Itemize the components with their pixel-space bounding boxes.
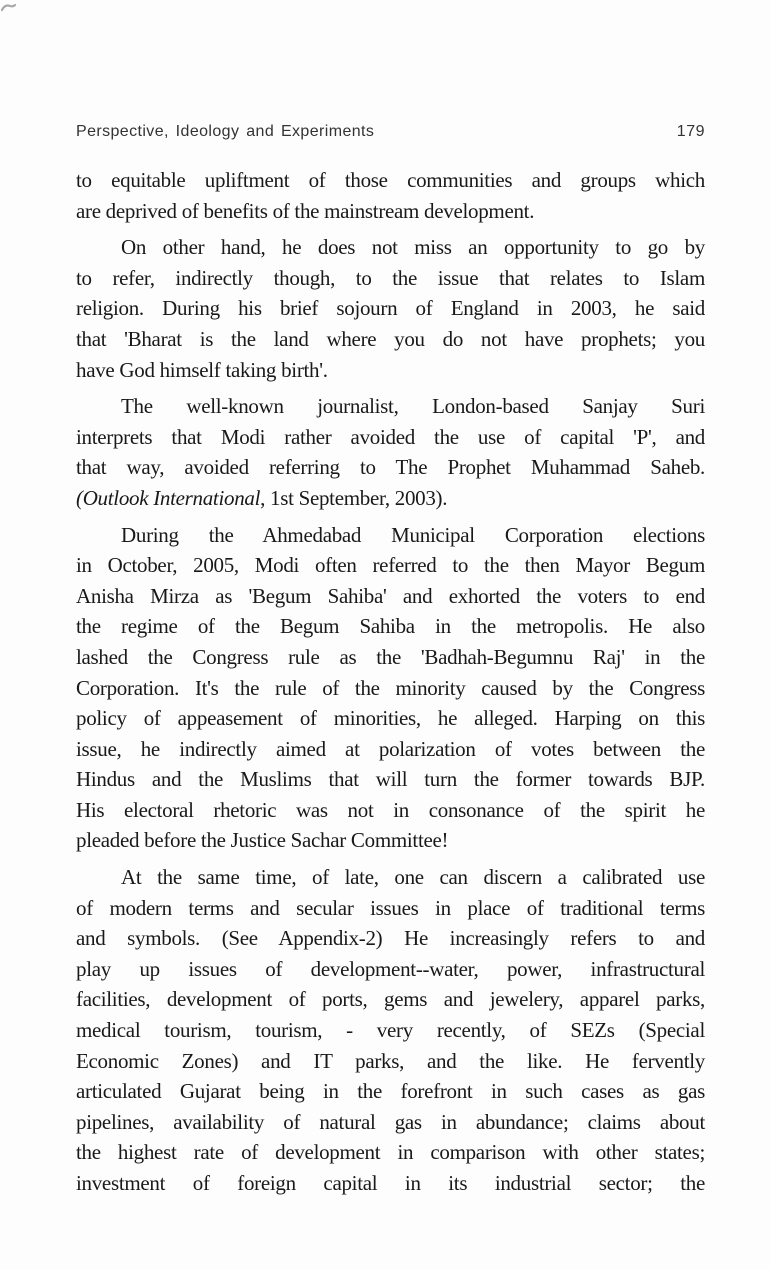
text-line: At the same time, of late, one can discern a calibrated use xyxy=(121,865,705,890)
text-line: interprets that Modi rather avoided the use of capital 'P', and xyxy=(76,424,705,449)
text-line: facilities, development of ports, gems and jewelery, apparel parks, xyxy=(76,987,705,1012)
text-line: and symbols. (See Appendix-2) He increasingly refers to and xyxy=(76,926,705,951)
text-line: that 'Bharat is the land where you do not have prophets; you xyxy=(76,326,705,351)
text-line: His electoral rhetoric was not in consonance of the spirit he xyxy=(76,797,705,822)
text-line: the regime of the Begum Sahiba in the metropolis. He also xyxy=(76,614,705,639)
text-line: that way, avoided referring to The Prophet Muhammad Saheb. xyxy=(76,455,705,480)
text-line: articulated Gujarat being in the forefront in such cases as gas xyxy=(76,1079,705,1104)
text-line: investment of foreign capital in its industrial sector; the xyxy=(76,1171,705,1195)
text-line: religion. During his brief sojourn of England in 2003, he said xyxy=(76,296,705,321)
paragraph xyxy=(76,862,705,1199)
paragraph xyxy=(76,232,705,385)
paragraph xyxy=(76,165,705,226)
text-line: issue, he indirectly aimed at polarization of votes between the xyxy=(76,736,705,761)
text-line: pipelines, availability of natural gas in abundance; claims about xyxy=(76,1109,705,1134)
text-line: medical tourism, tourism, - very recently, of SEZs (Special xyxy=(76,1018,705,1043)
text-line: to refer, indirectly though, to the issue that relates to Islam xyxy=(76,265,705,290)
page-number: 179 xyxy=(676,123,705,140)
text-line: Corporation. It's the rule of the minority caused by the Congress xyxy=(76,675,705,700)
text-line: the highest rate of development in comparison with other states; xyxy=(76,1140,705,1165)
text-column xyxy=(76,165,705,1199)
text-line: play up issues of development--water, power, infrastructural xyxy=(76,956,705,981)
scan-speck-mark xyxy=(1,2,23,16)
text-line: are deprived of benefits of the mainstream development. xyxy=(76,198,535,223)
text-line: Hindus and the Muslims that will turn the former towards BJP. xyxy=(76,767,705,792)
text-line: Economic Zones) and IT parks, and the like. He fervently xyxy=(76,1048,705,1073)
text-line: have God himself taking birth'. xyxy=(76,357,328,382)
text-line: During the Ahmedabad Municipal Corporation elections xyxy=(121,522,705,547)
text-line: to equitable upliftment of those communities and groups which xyxy=(76,168,705,192)
text-line: policy of appeasement of minorities, he alleged. Harping on this xyxy=(76,706,705,731)
text-line: of modern terms and secular issues in place of traditional terms xyxy=(76,895,705,920)
text-line: in October, 2005, Modi often referred to the then Mayor Begum xyxy=(76,553,705,578)
running-head-title: Perspective, Ideology and Experiments xyxy=(76,123,375,140)
paragraph xyxy=(76,520,705,857)
text-line: The well-known journalist, London-based Sanjay Suri xyxy=(121,394,705,419)
page-header xyxy=(76,123,705,141)
text-line: Anisha Mirza as 'Begum Sahiba' and exhorted the voters to end xyxy=(76,583,705,608)
paragraph xyxy=(76,391,705,513)
text-line: pleaded before the Justice Sachar Committee! xyxy=(76,828,449,853)
text-line: lashed the Congress rule as the 'Badhah-Begumnu Raj' in the xyxy=(76,644,705,669)
text-line: On other hand, he does not miss an opportunity to go by xyxy=(121,235,705,260)
text-line: (Outlook International, 1st September, 2003). xyxy=(76,485,448,510)
